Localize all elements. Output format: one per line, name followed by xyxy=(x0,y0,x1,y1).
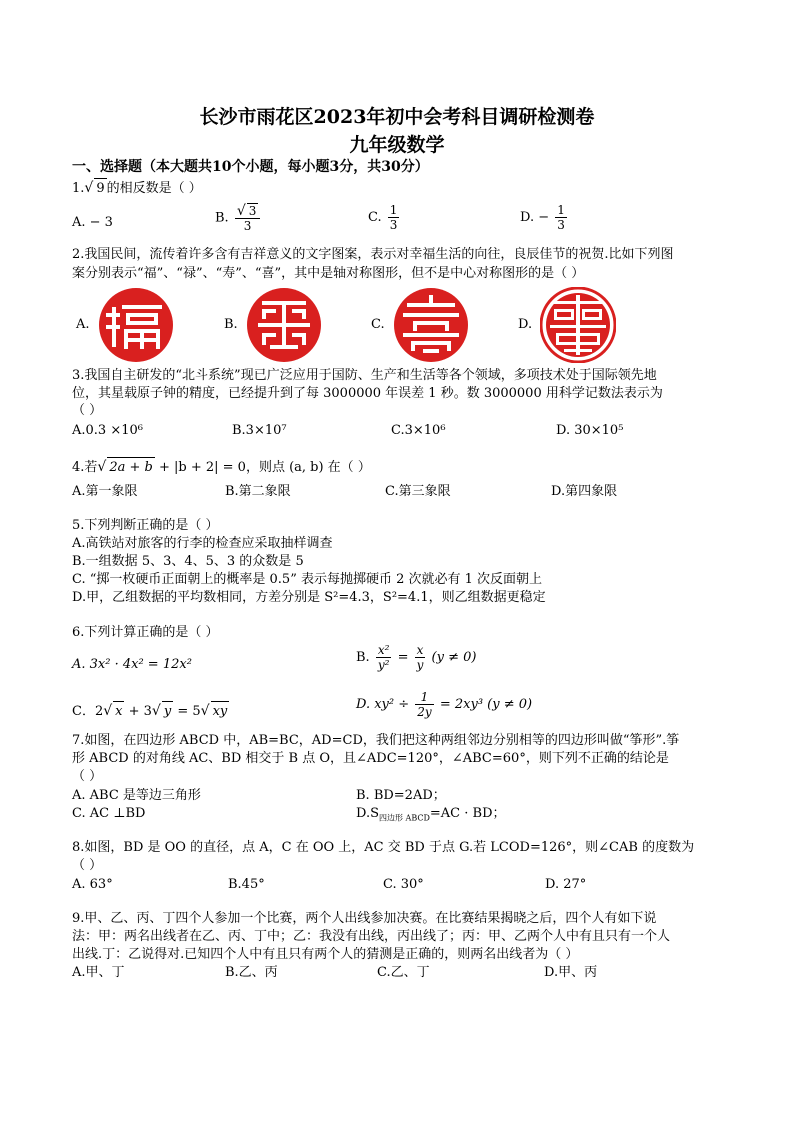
q1-d-num: 1 xyxy=(557,203,565,217)
question-5-stem: 5.下列判断正确的是（ ） xyxy=(72,518,219,533)
q8-option-a: A. 63° xyxy=(72,877,113,892)
q1-option-d xyxy=(520,203,569,232)
question-2-stem-line2: 案分别表示“福”、“禄”、“寿”、“喜”，其中是轴对称图形，但不是中心对称图形的是（ ） xyxy=(72,266,585,281)
q5-option-b: B.一组数据 5、3、4、5、3 的众数是 5 xyxy=(72,554,304,569)
q6-c-eq: = 5 xyxy=(173,704,201,719)
q6-d-rest: = 2xy³ (y ≠ 0) xyxy=(439,697,533,712)
q6-b-num2: x xyxy=(416,643,424,657)
q7-option-a: A. ABC 是等边三角形 xyxy=(72,788,201,803)
q6-option-c: C．2√ x + 3√ y = 5√ xy xyxy=(72,703,228,719)
q7-d-pre: D.S xyxy=(356,806,379,821)
q1-b-label: B. xyxy=(215,210,229,226)
q3-option-b: B.3×10⁷ xyxy=(232,423,287,438)
q6-b-label: B. xyxy=(356,650,370,665)
q2-option-c-label: C. xyxy=(371,317,385,332)
q4-prefix: 4.若 xyxy=(72,460,98,475)
q3-option-d: D. 30×10⁵ xyxy=(556,423,624,438)
q6-d-fraction xyxy=(415,690,433,719)
q9-option-c: C.乙、丁 xyxy=(377,965,430,980)
q1-b-den: 3 xyxy=(243,219,252,233)
q4-radicand: 2a + b xyxy=(107,457,155,477)
question-9-stem-line3: 出线.丁：乙说得对.已知四个人中有且只有两个人的猜测是正确的，则两名出线者为（ ） xyxy=(72,947,579,962)
q1-d-den: 3 xyxy=(557,218,565,232)
radical-sign: √ xyxy=(97,459,107,475)
lu-seal-icon xyxy=(246,287,322,363)
q8-option-b: B.45° xyxy=(228,877,265,892)
q5-option-c: C. “掷一枚硬币正面朝上的概率是 0.5” 表示每抛掷硬币 2 次就必有 1 次反面朝上 xyxy=(72,572,543,587)
q6-b-cond: (y ≠ 0) xyxy=(431,650,477,665)
q6-d-num: 1 xyxy=(415,690,433,705)
q6-b-den2: y xyxy=(416,658,424,672)
q1-c-fraction xyxy=(388,203,400,232)
q7-option-c: C. AC ⊥BD xyxy=(72,806,146,821)
q6-d-label: D. xy² ÷ xyxy=(356,697,410,712)
q6-b-num: x² xyxy=(376,643,392,658)
q6-c-r2: y xyxy=(162,701,173,721)
exam-title: 长沙市雨花区2023年初中会考科目调研检测卷 xyxy=(199,106,595,128)
q6-c-label: C．2 xyxy=(72,704,104,719)
q6-b-den: y² xyxy=(377,658,390,672)
question-2-stem-line1: 2.我国民间，流传着许多含有吉祥意义的文字图案，表示对幸福生活的向往，良辰佳节的祝贺.比如下列图 xyxy=(72,247,674,262)
q8-option-d: D. 27° xyxy=(545,877,587,892)
q4-option-b: B.第二象限 xyxy=(225,484,291,499)
question-1-stem xyxy=(72,178,727,198)
q1-option-c xyxy=(368,203,401,232)
question-6-stem: 6.下列计算正确的是（ ） xyxy=(72,625,219,640)
q6-b-fraction-1 xyxy=(376,643,392,672)
q2-option-d-label: D. xyxy=(518,317,533,332)
q6-c-mid: + 3 xyxy=(124,704,152,719)
q7-d-sub: 四边形 ABCD xyxy=(379,813,430,823)
question-3-stem-line2: 位，其星载原子钟的精度，已经提升到了每 3000000 年误差 1 秒。数 3000000 用科学记数法表示为 xyxy=(72,386,663,401)
q1-d-label: D. − xyxy=(520,210,550,225)
q6-c-r3: xy xyxy=(211,701,230,721)
q3-option-c: C.3×10⁶ xyxy=(391,423,446,438)
q1-c-den: 3 xyxy=(389,218,398,232)
question-4-stem xyxy=(72,457,727,477)
q4-option-c: C.第三象限 xyxy=(385,484,451,499)
q2-option-a-label: A. xyxy=(76,317,90,332)
section-heading: 一、选择题（本大题共10个小题，每小题3分，共30分） xyxy=(72,159,429,175)
q1-b-num: 3 xyxy=(248,204,257,218)
q1-prefix: 1. xyxy=(72,181,85,196)
question-7-stem-line1: 7.如图，在四边形 ABCD 中，AB=BC，AD=CD，我们把这种两组邻边分别相等的四边形叫做“筝形”.筝 xyxy=(72,733,680,748)
q7-option-d xyxy=(356,804,506,828)
q5-option-d: D.甲，乙组数据的平均数相同，方差分别是 S²=4.3，S²=4.1，则乙组数据更稳定 xyxy=(72,590,546,605)
q1-c-label: C. xyxy=(368,210,382,225)
q4-option-d: D.第四象限 xyxy=(551,484,618,499)
q1-option-a: A. − 3 xyxy=(72,215,113,230)
q1-b-fraction: $\frac{√ 3}{3}$ xyxy=(235,203,261,233)
q6-d-den: 2y xyxy=(417,705,432,719)
q7-d-post: =AC · BD； xyxy=(429,806,506,821)
q2-option-b-label: B. xyxy=(224,317,238,332)
q8-option-c: C. 30° xyxy=(383,877,424,892)
question-9-stem-line1: 9.甲、乙、丙、丁四个人参加一个比赛，两个人出线参加决赛。在比赛结果揭晓之后，四个人有如下说 xyxy=(72,911,657,926)
question-3-stem-line3: （ ） xyxy=(72,403,103,418)
q1-option-b xyxy=(215,203,262,233)
q7-option-b: B. BD=2AD； xyxy=(356,788,446,803)
q6-b-fraction-2 xyxy=(415,643,426,672)
question-7-stem-line3: （ ） xyxy=(72,769,103,784)
q6-option-b xyxy=(356,643,476,672)
xi-seal-icon xyxy=(540,287,616,363)
question-8-stem-line1: 8.如图，BD 是 OO 的直径，点 A，C 在 OO 上，AC 交 BD 于点 G.若 LCOD=126°，则∠CAB 的度数为 xyxy=(72,840,695,855)
q1-c-num: 1 xyxy=(389,203,398,217)
question-3-stem-line1: 3.我国自主研发的“北斗系统”现已广泛应用于国防、生产和生活等各个领域，多项技术处于国际领先地 xyxy=(72,368,657,383)
q6-option-a: A. 3x² · 4x² = 12x² xyxy=(72,657,192,672)
question-8-stem-line2: （ ） xyxy=(72,858,103,873)
question-7-stem-line2: 形 ABCD 的对角线 AC、BD 相交于 B 点 O，且∠ADC=120°，∠ABC=60°，则下列不正确的结论是 xyxy=(72,751,669,766)
q4-option-a: A.第一象限 xyxy=(72,484,138,499)
question-9-stem-line2: 法：甲：两名出线者在乙、丙、丁中；乙：我没有出线，丙出线了；丙：甲、乙两个人中有且只有一个人 xyxy=(72,929,671,944)
shou-seal-icon xyxy=(393,287,469,363)
q9-option-d: D.甲、丙 xyxy=(544,965,598,980)
q5-option-a: A.高铁站对旅客的行李的检查应采取抽样调查 xyxy=(72,536,333,551)
q1-d-fraction xyxy=(555,203,567,232)
q6-b-eq: = xyxy=(397,650,409,665)
q1-suffix: 的相反数是（ ） xyxy=(106,181,202,196)
q3-option-a: A.0.3 ×10⁶ xyxy=(72,423,143,438)
q6-option-d xyxy=(356,690,532,719)
q4-middle: + |b + 2| = 0，则点 (a, b) 在（ ） xyxy=(154,460,371,475)
exam-subtitle: 九年级数学 xyxy=(349,134,445,156)
q6-c-r1: x xyxy=(113,701,124,721)
q9-option-a: A.甲、丁 xyxy=(72,965,125,980)
q9-option-b: B.乙、丙 xyxy=(225,965,278,980)
q1-radicand: 9 xyxy=(94,178,106,198)
radical-sign: √ xyxy=(84,180,94,196)
fu-seal-icon xyxy=(98,287,174,363)
